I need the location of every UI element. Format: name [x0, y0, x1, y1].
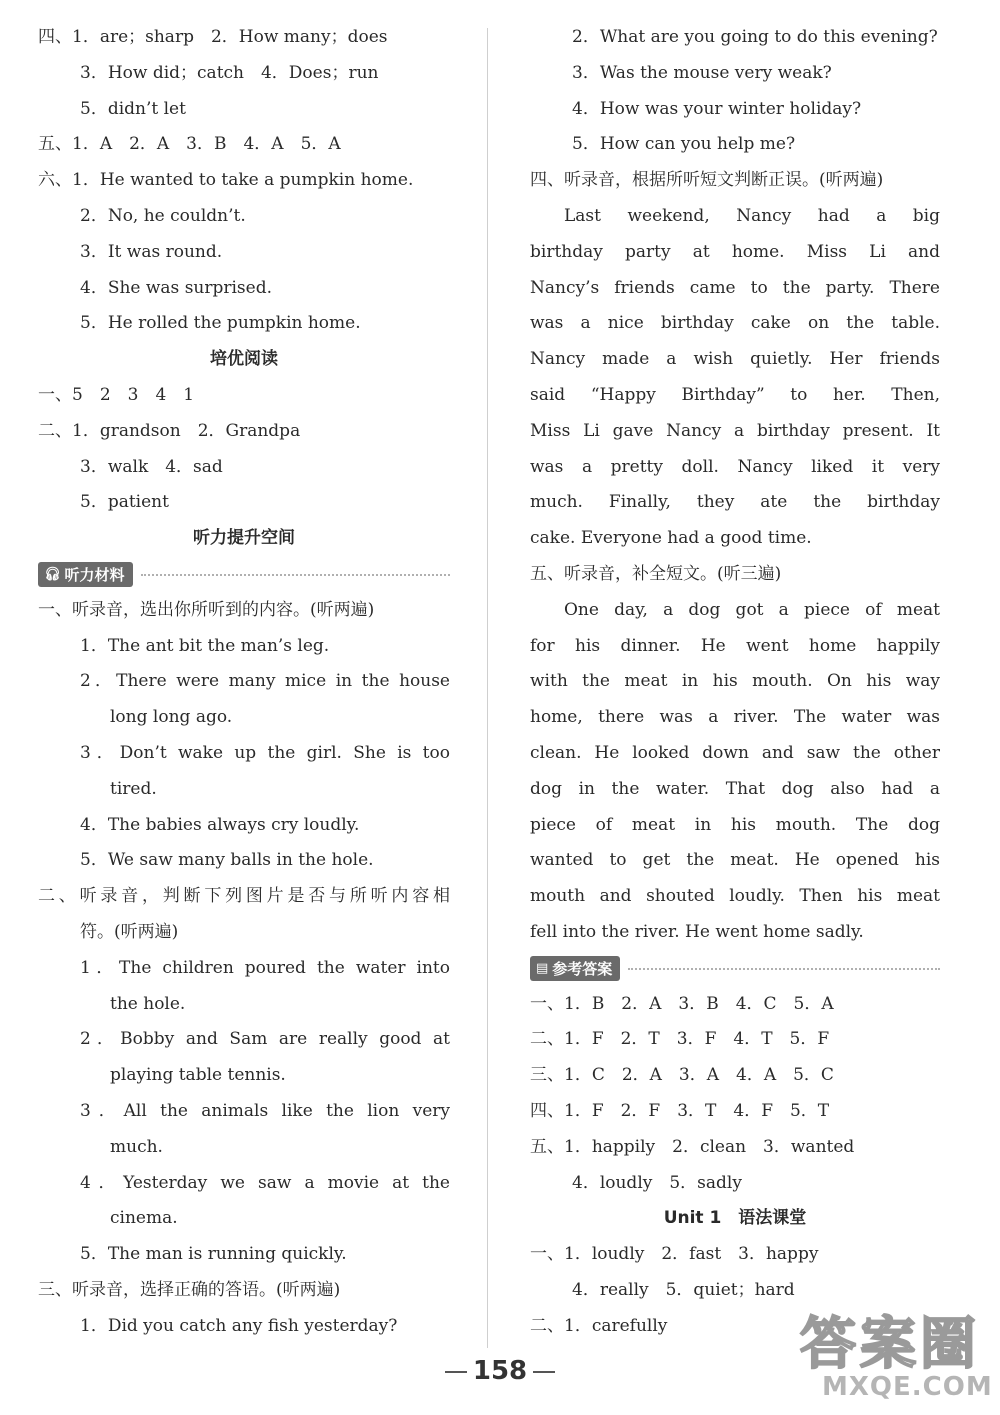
listening-item-cont: much.: [110, 1136, 163, 1157]
page-number-dash: [533, 1371, 555, 1373]
passage-line: Last weekend, Nancy had a big: [564, 205, 940, 226]
left-column: [38, 20, 450, 1344]
answer-line: 4．She was surprised.: [80, 277, 273, 298]
answer-line: 二、1．F 2．T 3．F 4．T 5．F: [530, 1029, 830, 1050]
question-title-cont: 符。(听两遍): [80, 921, 179, 942]
passage-line: fell into the river. He went home sadly.: [530, 921, 864, 942]
answer-line: 一、1．loudly 2．fast 3．happy: [530, 1244, 819, 1265]
listening-item: 5．How can you help me?: [572, 134, 796, 155]
question-title: 五、听录音，补全短文。(听三遍): [530, 563, 782, 584]
answer-line: 4．really 5．quiet；hard: [572, 1279, 795, 1300]
answer-line: 一、5 2 3 4 1: [38, 384, 195, 405]
passage-line: was a nice birthday cake on the table.: [530, 313, 940, 334]
listening-item: 5．We saw many balls in the hole.: [80, 850, 374, 871]
passage-line: Nancy’s friends came to the party. There: [530, 277, 940, 298]
listening-item: 2．Bobby and Sam are really good at: [80, 1029, 450, 1050]
headphones-icon: 🎧︎: [44, 567, 61, 583]
passage-line: mouth and shouted loudly. Then his meat: [530, 886, 940, 907]
passage-line: much. Finally, they ate the birthday: [530, 492, 940, 513]
right-column: [530, 20, 940, 1344]
answer-line: 三、1．C 2．A 3．A 4．A 5．C: [530, 1065, 834, 1086]
passage-line: wanted to get the meat. He opened his: [530, 850, 940, 871]
listening-item: 3．Was the mouse very weak?: [572, 62, 832, 83]
materials-tag: [38, 562, 133, 587]
passage-line: birthday party at home. Miss Li and: [530, 241, 940, 262]
column-divider: [487, 28, 488, 1348]
answer-line: 四、1．are；sharp 2．How many；does: [38, 27, 388, 47]
passage-line: for his dinner. He went home happily: [530, 635, 940, 656]
section-title-reading: 培优阅读: [210, 349, 278, 370]
answer-line: 四、1．F 2．F 3．T 4．F 5．T: [530, 1100, 830, 1121]
listening-item: 1．The ant bit the man’s leg.: [80, 635, 330, 656]
watermark-cn: 答案圈: [800, 1312, 980, 1377]
answer-line: 4．loudly 5．sadly: [572, 1172, 742, 1193]
listening-item: 2．There were many mice in the house: [80, 671, 450, 692]
answer-line: 六、1．He wanted to take a pumpkin home.: [38, 170, 414, 191]
passage-line: Miss Li gave Nancy a birthday present. It: [530, 420, 940, 441]
watermark-logo: [800, 1300, 993, 1410]
passage-line: home, there was a river. The water was: [530, 707, 940, 728]
book-icon: ▤: [536, 961, 549, 977]
passage-line: cake. Everyone had a good time.: [530, 528, 812, 549]
materials-header: [38, 557, 450, 593]
listening-item: 1．Did you catch any fish yesterday?: [80, 1315, 398, 1336]
question-title: 三、听录音，选择正确的答语。(听两遍): [38, 1279, 341, 1300]
passage-line: clean. He looked down and saw the other: [530, 742, 940, 763]
listening-item: 4．How was your winter holiday?: [572, 98, 862, 119]
answer-line: 3．walk 4．sad: [80, 456, 223, 477]
answer-line: 2．No, he couldn’t.: [80, 205, 246, 226]
passage-line: was a pretty doll. Nancy liked it very: [530, 456, 940, 477]
watermark-en: MXQE.COM: [822, 1372, 993, 1402]
dotted-rule: [628, 968, 940, 970]
passage-line: dog in the water. That dog also had a: [530, 778, 940, 799]
answer-line: 五、1．A 2．A 3．B 4．A 5．A: [38, 134, 341, 155]
listening-item: 2．What are you going to do this evening?: [572, 27, 938, 47]
question-title: 四、听录音，根据所听短文判断正误。(听两遍): [530, 170, 884, 191]
answer-line: 3．It was round.: [80, 241, 223, 262]
page-number-value: 158: [472, 1356, 528, 1386]
listening-item: 4．The babies always cry loudly.: [80, 814, 360, 835]
passage-line: piece of meat in his mouth. The dog: [530, 814, 940, 835]
answer-line: 5．He rolled the pumpkin home.: [80, 313, 361, 334]
answer-line: 5．patient: [80, 492, 169, 513]
answer-line: 3．How did；catch 4．Does；run: [80, 62, 379, 83]
listening-item-cont: long long ago.: [110, 707, 233, 728]
page-number-dash: [445, 1371, 467, 1373]
listening-item: 5．The man is running quickly.: [80, 1244, 347, 1265]
passage-line: One day, a dog got a piece of meat: [564, 599, 940, 620]
answer-line: 五、1．happily 2．clean 3．wanted: [530, 1136, 855, 1157]
answer-line: 二、1．carefully: [530, 1315, 668, 1336]
passage-line: with the meat in his mouth. On his way: [530, 671, 940, 692]
listening-item: 3．Don’t wake up the girl. She is too: [80, 742, 450, 763]
passage-line: Nancy made a wish quietly. Her friends: [530, 349, 940, 370]
answers-header: [530, 951, 940, 987]
answer-line: 二、1．grandson 2．Grandpa: [38, 420, 301, 441]
listening-item: 1．The children poured the water into: [80, 957, 450, 978]
listening-item: 3．All the animals like the lion very: [80, 1100, 450, 1121]
listening-item-cont: cinema.: [110, 1208, 178, 1229]
passage-line: said “Happy Birthday” to her. Then,: [530, 384, 940, 405]
answers-tag-label: 参考答案: [552, 960, 613, 979]
question-title: 二、听录音，判断下列图片是否与所听内容相: [38, 886, 450, 907]
answer-line: 5．didn’t let: [80, 98, 186, 119]
answers-tag: [530, 956, 620, 981]
listening-item-cont: playing table tennis.: [110, 1065, 286, 1086]
dotted-rule: [141, 574, 450, 576]
listening-item-cont: tired.: [110, 778, 157, 799]
answer-line: 一、1．B 2．A 3．B 4．C 5．A: [530, 993, 834, 1014]
listening-item: 4．Yesterday we saw a movie at the: [80, 1172, 450, 1193]
question-title: 一、听录音，选出你所听到的内容。(听两遍): [38, 599, 375, 620]
section-title-listening: 听力提升空间: [193, 528, 295, 549]
section-title-grammar: Unit 1 语法课堂: [663, 1208, 807, 1229]
listening-item-cont: the hole.: [110, 993, 186, 1014]
materials-tag-label: 听力材料: [64, 566, 125, 585]
